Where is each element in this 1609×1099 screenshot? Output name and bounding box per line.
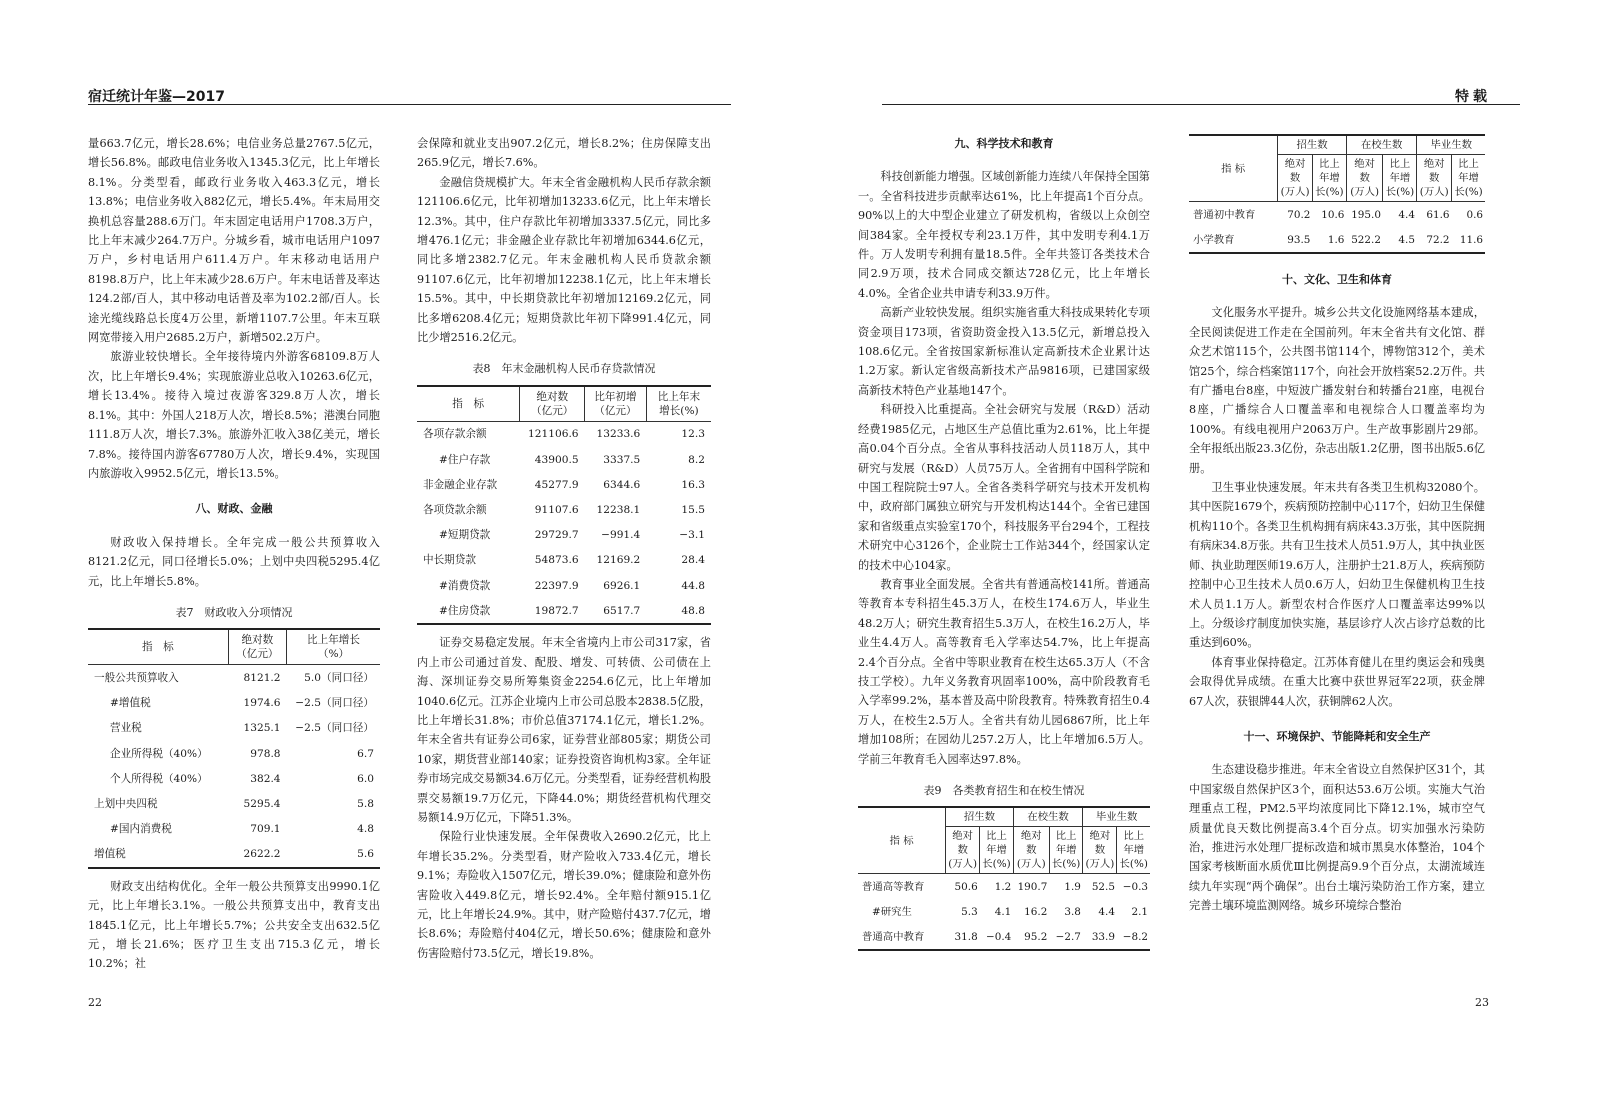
table9-group-header: 招生数 [946, 807, 1014, 827]
table-cell: 50.6 [954, 880, 978, 893]
table-row [88, 665, 380, 691]
table-cell: −0.3 [1122, 880, 1148, 893]
paragraph: 量663.7亿元，增长28.6%；电信业务总量2767.5亿元，增长56.8%。邮政电信业务收入1345.3亿元，比上年增长8.1%。分类型看，邮政行业务收入463.3亿元，增长13.8%；电信业务收入882亿元，增长5.4%。年末局用交换机总容量288.6万门。年末固定电话用户1708.3万户，比上年末减少264.7万户。分城乡看，城市电话用户1097万户，乡村电话用户611.4万户。年末移动电话用户8198.8万户，比上年末减少28.6万户。年末电话普及率达124.2部/百人，其中移动电话普及率为102.2部/百人。长途光缆线路总长度4万公里，新增1107.7公里。年末互联网宽带接入用户2685.2万户，新增502.2万户。 [88, 137, 380, 345]
paragraph: 金融信贷规模扩大。年末全省金融机构人民币存款余额121106.6亿元，比年初增加13233.6亿元，比上年末增长12.3%。其中，住户存款比年初增加3337.5亿元，同比多增476.1亿元；非金融企业存款比年初增加6344.6亿元，同比多增2382.7亿元。年末金融机构人民币贷款余额91107.6亿元，比年初增加12238.1亿元，比上年末增长15.5%。其中，中长期贷款比年初增加12169.2亿元，同比多增6208.4亿元；短期贷款比年初下降991.4亿元，同比少增2516.2亿元。 [417, 175, 711, 345]
para-group [1189, 760, 1485, 915]
table9-continued-body [1189, 202, 1485, 254]
table-cell: 5.3 [961, 905, 978, 918]
table-cell: 2622.2 [228, 842, 286, 868]
section-heading-8: 八、财政、金融 [195, 502, 273, 516]
table-row [88, 816, 380, 841]
para-group [88, 533, 380, 591]
table-cell: 6.0 [357, 772, 374, 785]
table9-group-header: 毕业生数 [1083, 807, 1150, 827]
table-row [858, 874, 1150, 900]
table9-sub-header: 绝对 数 (万人) [1013, 827, 1049, 874]
section-heading-10: 十、文化、卫生和体育 [1282, 273, 1392, 286]
table-cell: 29729.7 [534, 529, 579, 542]
table8-header: 指 标 [417, 386, 520, 422]
table-cell: 8.2 [688, 453, 705, 466]
table-cell: 522.2 [1346, 227, 1383, 253]
row-label: 各项存款余额 [423, 428, 487, 441]
table-cell: 33.9 [1083, 924, 1117, 950]
table9-group-header: 毕业生数 [1417, 135, 1485, 155]
table8-header: 比上年末 增长(%) [646, 386, 711, 422]
table-cell: −2.5（同口径） [295, 722, 374, 735]
table8-body [417, 421, 711, 624]
table-row [88, 716, 380, 741]
table7-header: 指 标 [88, 629, 228, 665]
table-cell: 1974.6 [243, 697, 281, 710]
paragraph: 教育事业全面发展。全省共有普通高校141所。普通高等教育本专科招生45.3万人，在校生174.6万人，毕业生48.2万人；研究生教育招生5.3万人，在校生16.2万人，毕业生4.4万人。高等教育毛入学率达54.7%，比上年提高2.4个百分点。全省中等职业教育在校生达65.3万人（不含技工学校）。九年义务教育巩固率100%，高中阶段教育毛入学率99.2%，基本普及高中阶段教育。特殊教育招生0.4万人，在校生2.5万人。全省共有幼儿园6867所，比上年增加108所；在园幼儿257.2万人，比上年增加6.5万人。学前三年教育毛入园率达97.8%。 [858, 577, 1150, 766]
header-rule [88, 104, 731, 105]
table-cell: −0.4 [980, 924, 1014, 950]
table9-sub-header: 比上 年增 长(%) [1452, 155, 1486, 202]
table7-header: 绝对数 （亿元） [228, 629, 286, 665]
table-cell: 978.8 [250, 747, 281, 760]
para-group [858, 167, 1150, 769]
table9-group-header: 招生数 [1278, 135, 1347, 155]
table-cell: 70.2 [1287, 208, 1311, 221]
table9-sub-header: 比上 年增 长(%) [1049, 827, 1083, 874]
right-column-1 [858, 134, 1150, 951]
table-cell: 19872.7 [520, 598, 585, 624]
table-cell: 10.6 [1321, 208, 1345, 221]
table-cell: 11.6 [1452, 227, 1486, 253]
row-label: 普通高等教育 [862, 880, 925, 893]
table-cell: −991.4 [601, 529, 641, 542]
table7-caption: 表7 财政收入分项情况 [175, 605, 293, 619]
left-column-2 [417, 134, 711, 963]
running-header: 宿迁统计年鉴—2017 [88, 89, 225, 105]
row-label: 企业所得税（40%） [110, 747, 208, 760]
table9-sub-header: 比上 年增 长(%) [1383, 155, 1417, 202]
table9-sub-header: 绝对 数 (万人) [1083, 827, 1117, 874]
table8-header: 绝对数 （亿元） [520, 386, 585, 422]
table-cell: 1325.1 [243, 722, 281, 735]
table9-continued [1189, 134, 1485, 254]
table7-body [88, 665, 380, 868]
table-cell: 16.3 [681, 478, 705, 491]
table8-caption: 表8 年末金融机构人民币存贷款情况 [472, 362, 656, 376]
table-cell: 44.8 [681, 579, 705, 592]
para-group [1189, 303, 1485, 711]
table7-header: 比上年增长 （%） [287, 629, 380, 665]
table-row [1189, 202, 1485, 228]
table-cell: 45277.9 [534, 478, 579, 491]
paragraph: 卫生事业快速发展。年末共有各类卫生机构32080个。其中医院1679个，疾病预防控制中心117个，妇幼卫生保健机构110个。各类卫生机构拥有病床43.3万张，其中医院拥有病床34.8万张。共有卫生技术人员51.9万人，其中执业医师、执业助理医师19.6万人，注册护士21.8万人，疾病预防控制中心卫生技术人员0.6万人，妇幼卫生保健机构卫生技术人员1.1万人。新型农村合作医疗人口覆盖率达99%以上。分级诊疗制度加快实施，基层诊疗人次占诊疗总数的比重达到60%。 [1189, 481, 1485, 650]
row-label: 一般公共预算收入 [94, 671, 179, 684]
row-label: 个人所得税（40%） [110, 772, 208, 785]
table-row [417, 548, 711, 573]
section-heading-11: 十一、环境保护、节能降耗和安全生产 [1243, 729, 1431, 743]
table9-sub-header: 比上 年增 长(%) [1312, 155, 1346, 202]
table9-body [858, 874, 1150, 951]
row-label: #住户存款 [439, 453, 491, 466]
row-label: 普通高中教育 [858, 924, 946, 950]
row-label: #短期贷款 [439, 529, 491, 542]
table-cell: 72.2 [1417, 227, 1452, 253]
table-cell: 8121.2 [243, 671, 281, 684]
table-cell: 4.4 [1398, 208, 1415, 221]
paragraph: 文化服务水平提升。城乡公共文化设施网络基本建成，全民阅读促进工作走在全国前列。年末全省共有文化馆、群众艺术馆115个，公共图书馆114个，博物馆312个，美术馆25个，综合档案馆117个，向社会开放档案52.2万件。共有广播电台8座，中短波广播发射台和转播台21座，电视台8座，广播综合人口覆盖率和电视综合人口覆盖率均为100%。有线电视用户2063万户。生产故事影剧片29部。全年报纸出版23.3亿份，杂志出版1.2亿册，图书出版5.6亿册。 [1189, 306, 1485, 475]
table-cell: 4.5 [1383, 227, 1417, 253]
table-row [1189, 227, 1485, 253]
table-cell: 121106.6 [528, 428, 579, 441]
table-cell: 4.8 [357, 823, 374, 836]
table-row [88, 691, 380, 716]
table-row [417, 472, 711, 497]
table-cell: 95.2 [1013, 924, 1049, 950]
table9-group-header: 在校生数 [1013, 807, 1083, 827]
table-cell: 5.6 [287, 842, 380, 868]
table-row [88, 791, 380, 816]
row-label: 营业税 [110, 722, 142, 735]
section-heading-9: 九、科学技术和教育 [954, 137, 1054, 150]
row-label: #增值税 [110, 697, 151, 710]
table9-sub-header: 绝对 数 (万人) [1346, 155, 1383, 202]
table9 [858, 806, 1150, 951]
table-cell: 709.1 [250, 823, 281, 836]
table-row [417, 598, 711, 624]
para-group [88, 877, 380, 974]
table-cell: 28.4 [681, 554, 705, 567]
table-cell: 12169.2 [596, 554, 641, 567]
table-row [417, 421, 711, 447]
paragraph: 财政支出结构优化。全年一般公共预算支出9990.1亿元，比上年增长3.1%。一般公共预算支出中，教育支出1845.1亿元，比上年增长5.7%；公共安全支出632.5亿元，增长21.6%；医疗卫生支出715.3亿元，增长10.2%；社 [88, 879, 380, 971]
paragraph: 会保障和就业支出907.2亿元，增长8.2%；住房保障支出265.9亿元，增长7.6%。 [417, 137, 711, 170]
row-label: 各项贷款余额 [423, 504, 487, 517]
table-cell: 15.5 [681, 504, 705, 517]
table9-sub-header: 绝对 数 (万人) [1278, 155, 1313, 202]
table-cell: 54873.6 [534, 554, 579, 567]
paragraph: 科研投入比重提高。全社会研究与发展（R&D）活动经费1985亿元，占地区生产总值比重为2.61%，比上年提高0.04个百分点。全省从事科技活动人员118万人，其中研究与发展（R&D）人员75万人。全省拥有中国科学院和中国工程院院士97人。全省各类科学研究与技术开发机构中，政府部门属独立研究与开发机构达144个。全省已建国家和省级重点实验室170个，科技服务平台294个，工程技术研究中心3126个，企业院士工作站344个，经国家认定的技术中心104家。 [858, 403, 1150, 572]
table-cell: 91107.6 [534, 504, 579, 517]
running-header: 特载 [1455, 89, 1491, 105]
table-cell: −8.2 [1117, 924, 1150, 950]
table9-sub-header: 比上 年增 长(%) [980, 827, 1014, 874]
table-cell: −2.5（同口径） [295, 697, 374, 710]
table9-indicator: 指 标 [858, 807, 946, 874]
row-label: 小学教育 [1189, 227, 1278, 253]
row-label: #研究生 [872, 905, 912, 918]
para-group [417, 633, 711, 963]
table-cell: 4.1 [994, 905, 1012, 918]
row-label: #国内消费税 [110, 823, 172, 836]
table-cell: −3.1 [679, 529, 705, 542]
table-cell: 12.3 [681, 428, 705, 441]
header-rule [882, 104, 1520, 105]
table9-sub-header: 绝对 数 (万人) [946, 827, 980, 874]
row-label: 中长期贷款 [423, 554, 476, 567]
table-row [417, 523, 711, 548]
table-cell: 61.6 [1426, 208, 1450, 221]
paragraph: 保险行业快速发展。全年保费收入2690.2亿元，比上年增长35.2%。分类型看，财产险收入733.4亿元，增长9.1%；寿险收入1507亿元，增长39.0%；健康险和意外伤害险收入449.8亿元，增长92.4%。全年赔付额915.1亿元，比上年增长24.9%。其中，财产险赔付437.7亿元，增长8.6%；寿险赔付404亿元，增长50.6%；健康险和意外伤害险赔付73.5亿元，增长19.8%。 [417, 830, 711, 960]
table-cell: 382.4 [250, 772, 281, 785]
table-row [88, 741, 380, 766]
page-number: 22 [88, 996, 102, 1009]
row-label: #消费贷款 [439, 579, 491, 592]
table-row [417, 447, 711, 472]
table-cell: 3337.5 [603, 453, 641, 466]
table-cell: 48.8 [646, 598, 711, 624]
table-cell: 6.7 [357, 747, 374, 760]
table-cell: 0.6 [1466, 208, 1483, 221]
table-cell: 1.2 [994, 880, 1012, 893]
row-label: #住房贷款 [417, 598, 520, 624]
table9-indicator: 指 标 [1189, 135, 1278, 202]
table-cell: 3.8 [1064, 905, 1081, 918]
paragraph: 财政收入保持增长。全年完成一般公共预算收入8121.2亿元，同口径增长5.0%；上划中央四税5295.4亿元，比上年增长5.8%。 [88, 535, 380, 588]
paragraph: 科技创新能力增强。区域创新能力连续八年保持全国第一。全省科技进步贡献率达61%，比上年提高1个百分点。90%以上的大中型企业建立了研发机构，省级以上众创空间384家。全年授权专利23.1万件，其中发明专利4.1万件。万人发明专利拥有量18.5件。全年共签订各类技术合同2.9万项，技术合同成交额达728亿元，比上年增长4.0%。全省企业共申请专利33.9万件。 [858, 170, 1150, 300]
table-row [417, 497, 711, 522]
table7 [88, 628, 380, 869]
para-group [417, 134, 711, 347]
table-cell: 12238.1 [596, 504, 641, 517]
table8 [417, 385, 711, 626]
table-row [858, 924, 1150, 950]
table9-sub-header: 绝对 数 (万人) [1417, 155, 1452, 202]
table-row [88, 766, 380, 791]
table9-group-header: 在校生数 [1346, 135, 1417, 155]
table-cell: 1.6 [1312, 227, 1346, 253]
right-page [800, 0, 1609, 1099]
right-column-2 [1189, 134, 1485, 916]
table-cell: 52.5 [1091, 880, 1115, 893]
table-cell: 1.9 [1064, 880, 1081, 893]
table9-caption: 表9 各类教育招生和在校生情况 [923, 784, 1085, 797]
table-cell: 22397.9 [534, 579, 579, 592]
row-label: 普通初中教育 [1193, 208, 1256, 221]
paragraph: 旅游业较快增长。全年接待境内外游客68109.8万人次，比上年增长9.4%；实现旅游业总收入10263.6亿元，增长13.4%。接待入境过夜游客329.8万人次，增长8.1%。其中：外国人218万人次，增长8.5%；港澳台同胞111.8万人次，增长7.3%。旅游外汇收入38亿美元，增长7.8%。接待国内游客67780万人次，增长9.4%，实现国内旅游收入9952.5亿元，增长13.5%。 [88, 350, 380, 480]
table-cell: 6517.7 [585, 598, 647, 624]
table-cell: 190.7 [1017, 880, 1048, 893]
table-cell: 16.2 [1024, 905, 1048, 918]
table-cell: 5295.4 [243, 797, 281, 810]
para-group [88, 134, 380, 483]
page-number: 23 [1475, 996, 1489, 1009]
table-row [417, 573, 711, 598]
row-label: 上划中央四税 [94, 797, 158, 810]
table-cell: 43900.5 [534, 453, 579, 466]
table-cell: 5.0（同口径） [304, 671, 374, 684]
paragraph: 证券交易稳定发展。年末全省境内上市公司317家，省内上市公司通过首发、配股、增发、可转债、公司债在上海、深圳证券交易所筹集资金2254.6亿元，比上年增加1040.6亿元。江苏企业境内上市公司总股本2838.5亿股，比上年增长31.8%；市价总值37174.1亿元，增长1.2%。年末全省共有证券公司6家，证券营业部805家；期货公司10家，期货营业部140家；证券投资咨询机构3家。全年证券市场完成交易额34.6万亿元。分类型看，证券经营机构股票交易额19.7万亿元，下降44.0%；期货经营机构代理交易额14.9万亿元，下降51.3%。 [417, 636, 711, 825]
table8-header: 比年初增 （亿元） [585, 386, 647, 422]
table-cell: 6926.1 [603, 579, 641, 592]
table-cell: 93.5 [1278, 227, 1313, 253]
table-cell: 4.4 [1098, 905, 1115, 918]
table-cell: 5.8 [357, 797, 374, 810]
left-column-1 [88, 134, 380, 974]
table-cell: 31.8 [946, 924, 980, 950]
paragraph: 体育事业保持稳定。江苏体育健儿在里约奥运会和残奥会取得优异成绩。在重大比赛中获世界冠军22项，获金牌67人次，获银牌44人次，获铜牌62人次。 [1189, 655, 1485, 708]
row-label: 非金融企业存款 [423, 478, 498, 491]
left-page [0, 0, 800, 1099]
table-row [88, 842, 380, 868]
table-row [858, 899, 1150, 924]
table-cell: −2.7 [1049, 924, 1083, 950]
table-cell: 6344.6 [603, 478, 641, 491]
paragraph: 高新产业较快发展。组织实施省重大科技成果转化专项资金项目173项，省资助资金投入13.5亿元，新增总投入108.6亿元。全省按国家新标准认定高新技术企业累计达1.2万家。新认定省级高新技术产品9816项，已建国家级高新技术特色产业基地147个。 [858, 306, 1150, 397]
table-cell: 2.1 [1131, 905, 1148, 918]
table9-sub-header: 比上 年增 长(%) [1117, 827, 1150, 874]
row-label: 增值税 [88, 842, 228, 868]
table-cell: 13233.6 [596, 428, 641, 441]
table-cell: 195.0 [1351, 208, 1381, 221]
paragraph: 生态建设稳步推进。年末全省设立自然保护区31个，其中国家级自然保护区3个，面积达53.6万公顷。实施大气治理重点工程，PM2.5平均浓度同比下降12.1%，城市空气质量优良天数比例提高3.4个百分点。切实加强水污染防治，推进污水处理厂提标改造和城市黑臭水体整治，104个国家考核断面水质优Ⅲ比例提高9.9个百分点，太湖流域连续九年实现“两个确保”。出台土壤污染防治工作方案，建立完善土壤环境监测网络。城乡环境综合整治 [1189, 763, 1485, 913]
